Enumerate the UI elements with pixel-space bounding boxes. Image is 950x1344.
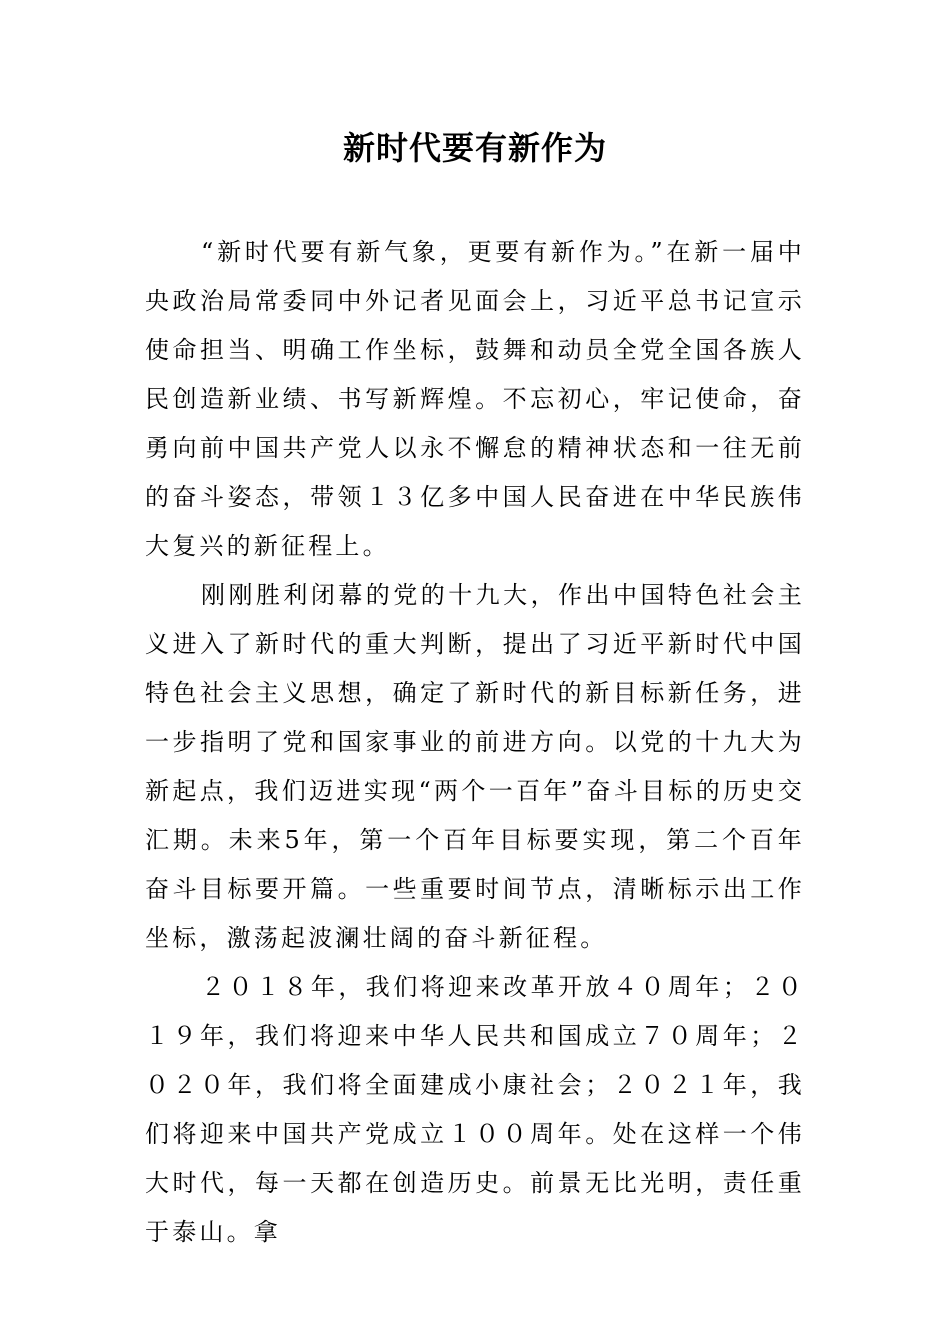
document-body [145,228,805,1257]
document-title: 新时代要有新作为 [342,129,607,167]
paragraph-2: 刚刚胜利闭幕的党的十九大，作出中国特色社会主义进入了新时代的重大判断，提出了习近平新时代中国特色社会主义思想，确定了新时代的新目标新任务，进一步指明了党和国家事业的前进方向。以党的十九大为新起点，我们迈进实现“两个一百年”奋斗目标的历史交汇期。未来5年，第一个百年目标要实现，第二个百年奋斗目标要开篇。一些重要时间节点，清晰标示出工作坐标，激荡起波澜壮阔的奋斗新征程。 [145,581,805,952]
paragraph-1: “新时代要有新气象，更要有新作为。”在新一届中央政治局常委同中外记者见面会上，习近平总书记宣示使命担当、明确工作坐标，鼓舞和动员全党全国各族人民创造新业绩、书写新辉煌。不忘初心，牢记使命，奋勇向前中国共产党人以永不懈怠的精神状态和一往无前的奋斗姿态，带领１３亿多中国人民奋进在中华民族伟大复兴的新征程上。 [145,238,805,560]
paragraph-3: ２０１８年，我们将迎来改革开放４０周年；２０１９年，我们将迎来中华人民共和国成立７０周年；２０２０年，我们将全面建成小康社会；２０２１年，我们将迎来中国共产党成立１００周年。处在这样一个伟大时代，每一天都在创造历史。前景无比光明，责任重于泰山。拿 [145,973,805,1246]
